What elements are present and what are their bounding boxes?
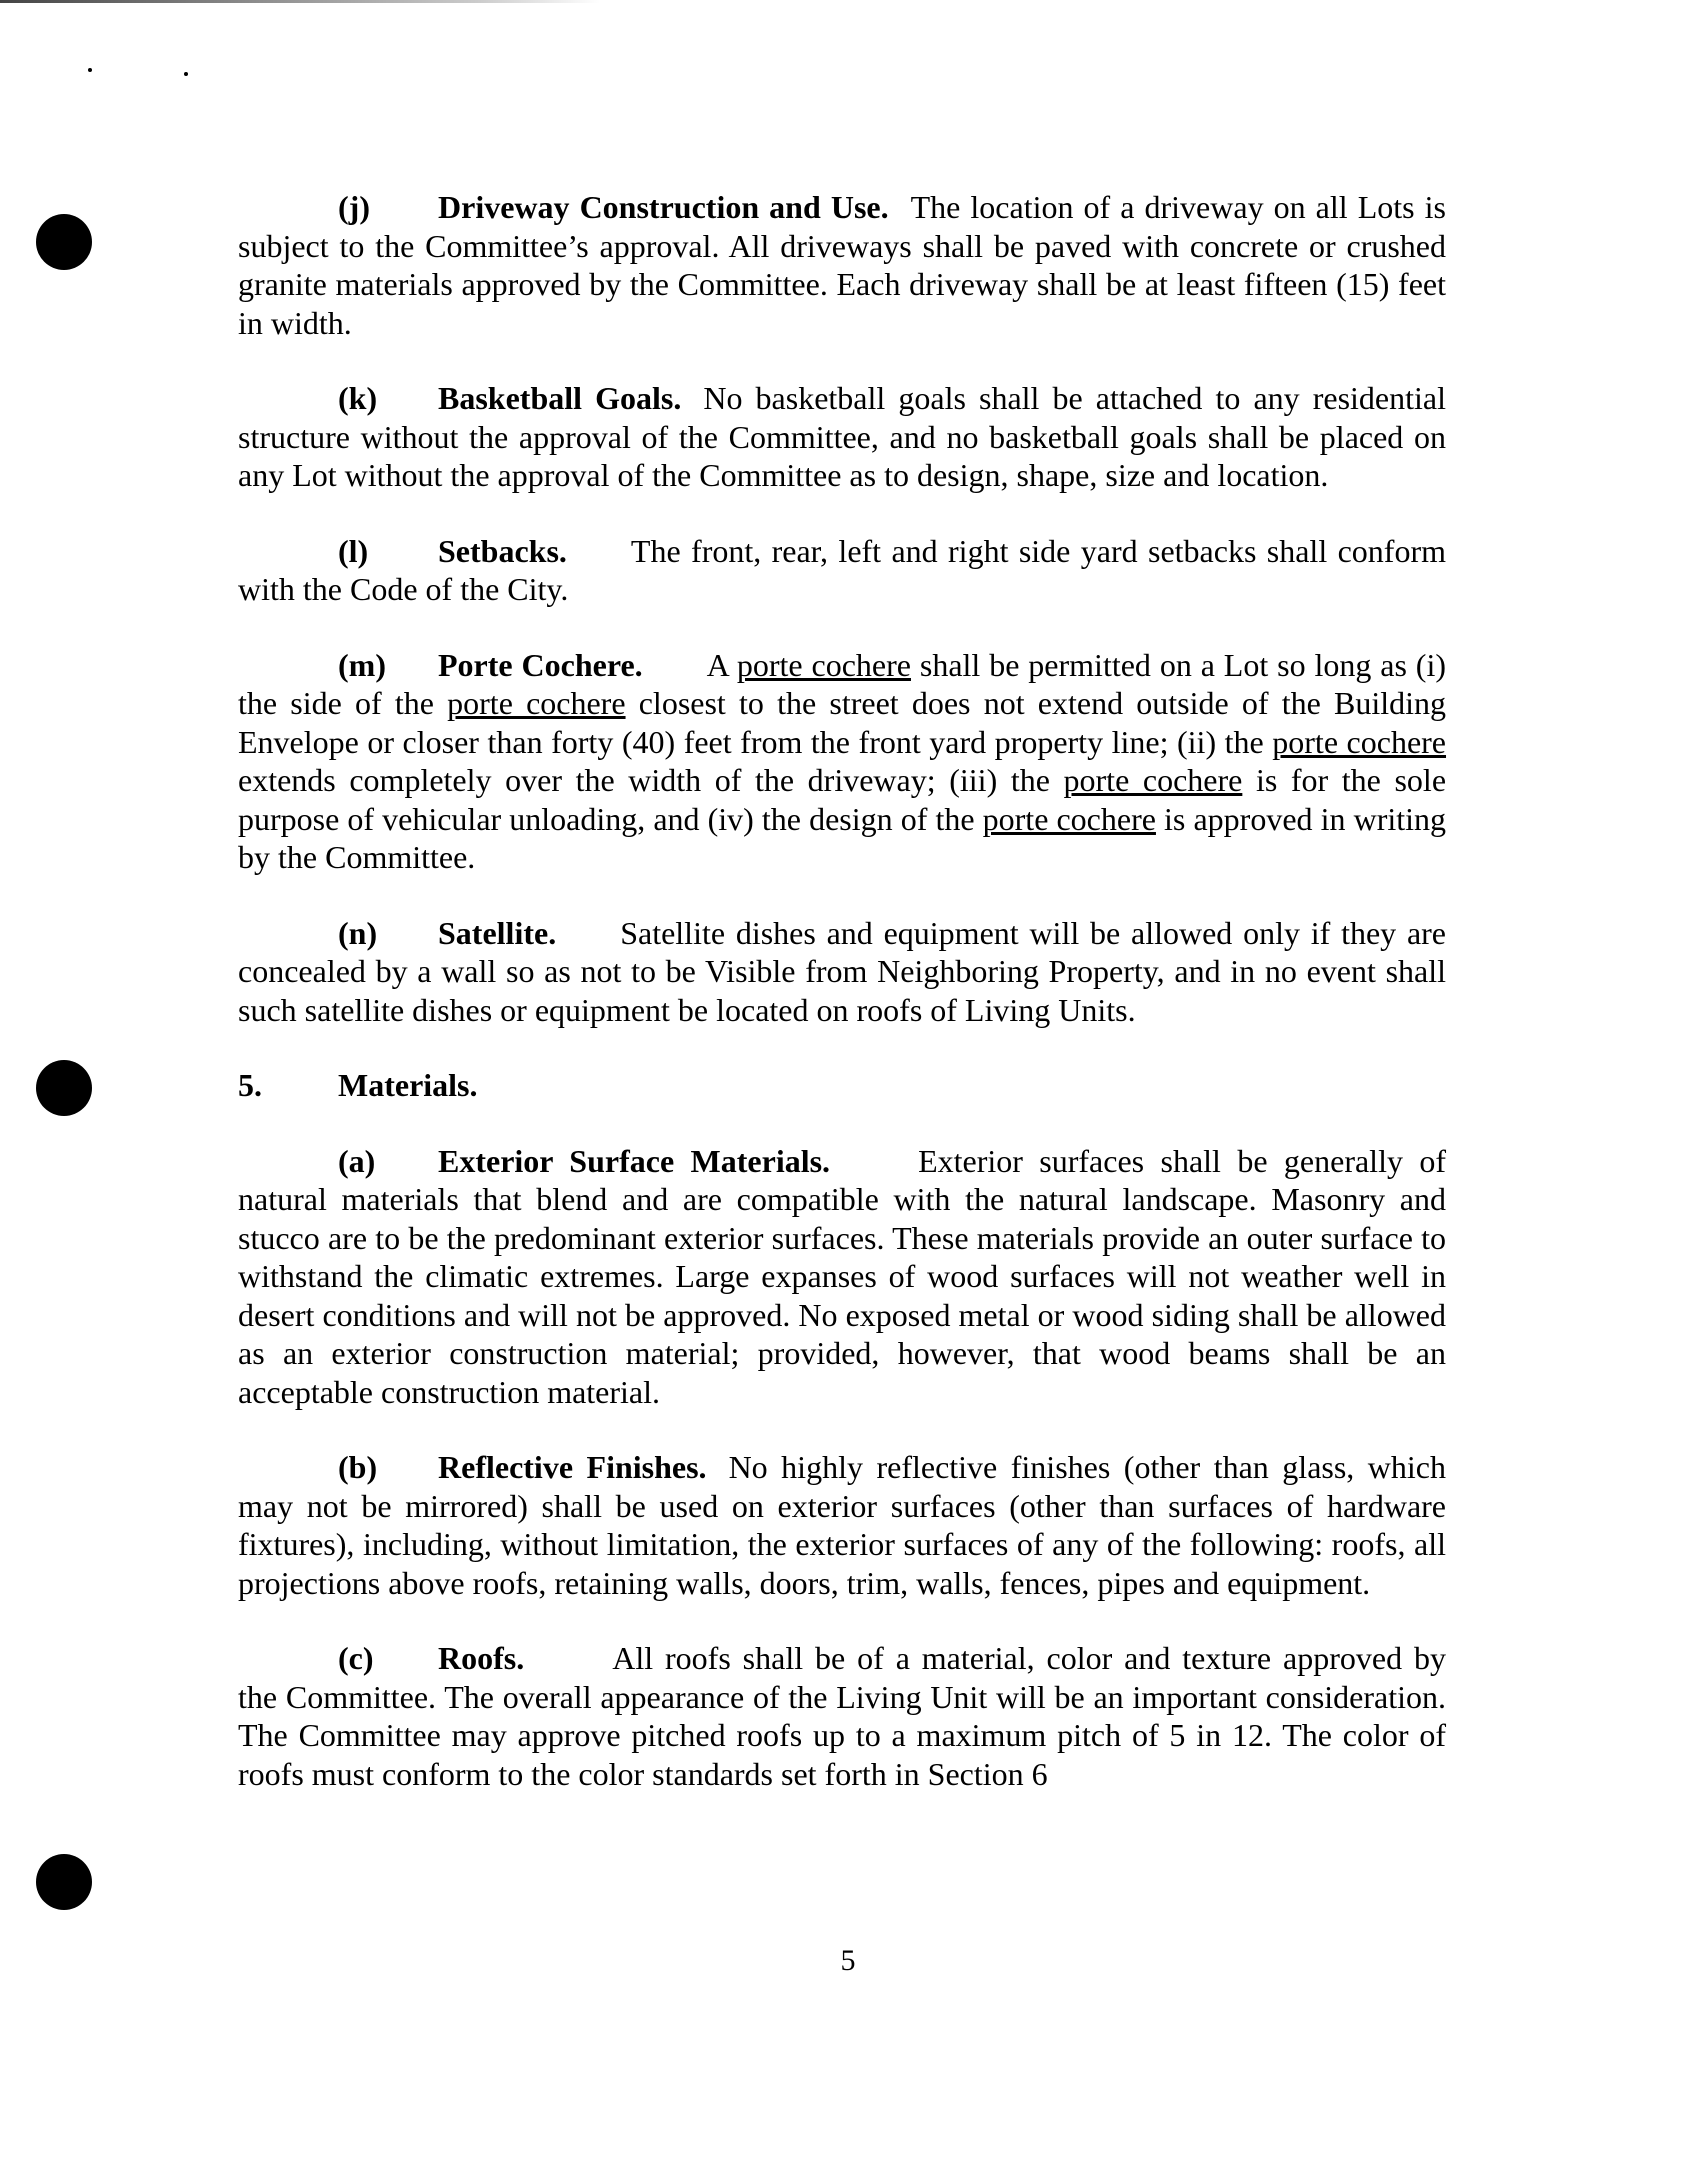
paragraph-title: Reflective Finishes.	[438, 1449, 707, 1485]
paragraph-label: (c)	[338, 1640, 374, 1676]
paragraph-label: (m)	[338, 646, 386, 683]
paragraph-title: Roofs.	[438, 1640, 525, 1676]
paragraph-text: is for the sole purpose of vehicular unloading, and (iv) the design of the	[238, 762, 1447, 837]
paragraph-label: (b)	[338, 1449, 378, 1485]
paragraph-title: Driveway Construction and Use.	[438, 189, 889, 225]
document-body	[238, 188, 1446, 1830]
paragraph-n	[238, 914, 1446, 1030]
paragraph-title: Exterior Surface Materials.	[438, 1142, 831, 1179]
paragraph-text: The front, rear, left and right side yard setbacks shall conform with the Code of the City.	[238, 532, 1446, 607]
underlined-term: porte cochere	[982, 800, 1156, 837]
paragraph-l	[238, 532, 1446, 609]
paragraph-text: A	[706, 646, 737, 683]
paragraph-m	[238, 646, 1446, 877]
paragraph-text: Satellite dishes and equipment will be allowed only if they are concealed by a wall so as not to be Visible from Neighboring Property, and in no event shall such satellite dishes or equipment be located on roofs of Living Units.	[238, 914, 1446, 1028]
paragraph-label: (l)	[338, 532, 369, 569]
paragraph-label: (n)	[338, 914, 378, 951]
paragraph-title: Basketball Goals.	[438, 380, 682, 416]
paragraph-title: Setbacks.	[438, 532, 567, 569]
paragraph-text: Exterior surfaces shall be generally of natural materials that blend and are compatible with the natural landscape. Masonry and stucco are to be the predominant exterior surfaces. These materials provide an outer surface to withstand the climatic extremes. Large expanses of wood surfaces will not weather well in desert conditions and will not be approved. No exposed metal or wood siding shall be allowed as an exterior construction material; provided, however, that wood beams shall be an acceptable construction material.	[238, 1142, 1447, 1410]
paragraph-text: The location of a driveway on all Lots is subject to the Committee’s approval. All driveways shall be paved with concrete or crushed granite materials approved by the Committee. Each driveway shall be at least fifteen (15) feet in width.	[238, 189, 1447, 341]
paragraph-5c	[238, 1639, 1446, 1793]
paragraph-text: No highly reflective finishes (other than glass, which may not be mirrored) shall be used on exterior surfaces (other than surfaces of hardware fixtures), including, without limitation, the exterior surfaces of any of the following: roofs, all projections above roofs, retaining walls, doors, trim, walls, fences, pipes and equipment.	[238, 1449, 1447, 1601]
paragraph-text: closest to the street does not extend outside of the Building Envelope or closer than forty (40) feet from the front yard property line; (ii) the	[238, 685, 1447, 760]
paragraph-text: shall be permitted on a Lot so long as (i) the side of the	[238, 646, 1446, 721]
paragraph-k	[238, 379, 1446, 495]
paragraph-5b	[238, 1448, 1446, 1602]
paragraph-title: Satellite.	[438, 914, 557, 951]
scan-artifact-line	[0, 0, 600, 3]
punch-hole-middle	[36, 1060, 92, 1116]
section-title: Materials.	[338, 1067, 478, 1103]
paragraph-text: All roofs shall be of a material, color and texture approved by the Committee. The overall appearance of the Living Unit will be an important consideration. The Committee may approve pitched roofs up to a maximum pitch of 5 in 12. The color of roofs must conform to the color standards set forth in Section 6	[238, 1640, 1446, 1792]
page-number: 5	[840, 1944, 856, 1977]
section-5-heading	[238, 1066, 1446, 1105]
punch-hole-bottom	[36, 1854, 92, 1910]
scan-speck	[184, 72, 188, 76]
paragraph-label: (a)	[338, 1142, 376, 1179]
paragraph-title: Porte Cochere.	[438, 646, 643, 683]
paragraph-label: (k)	[338, 380, 378, 416]
paragraph-label: (j)	[338, 189, 370, 225]
underlined-term: porte cochere	[736, 646, 911, 683]
underlined-term: porte cochere	[447, 685, 626, 721]
paragraph-text: is approved in writing by the Committee.	[238, 800, 1447, 875]
underlined-term: porte cochere	[1063, 762, 1243, 798]
paragraph-text: No basketball goals shall be attached to any residential structure without the approval of the Committee, and no basketball goals shall be placed on any Lot without the approval of the Committee as to design, shape, size and location.	[238, 380, 1447, 493]
punch-hole-top	[36, 214, 92, 270]
paragraph-text: extends completely over the width of the driveway; (iii) the	[238, 762, 1064, 798]
scan-speck	[88, 68, 92, 72]
underlined-term: porte cochere	[1272, 723, 1447, 760]
paragraph-j	[238, 188, 1446, 342]
paragraph-5a	[238, 1142, 1446, 1412]
section-number: 5.	[238, 1067, 262, 1103]
